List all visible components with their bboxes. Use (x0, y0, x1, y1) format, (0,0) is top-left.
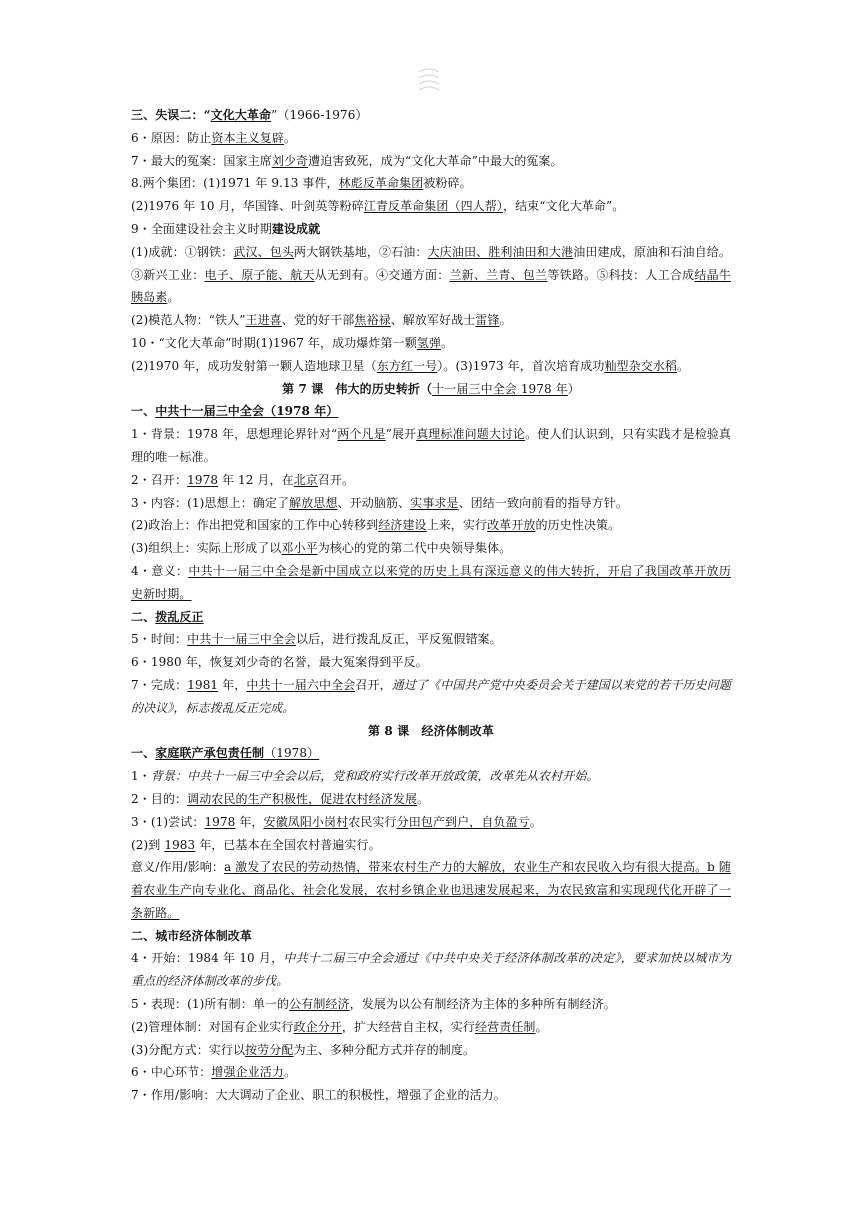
section-heading-third-plenum: 一、中共十一届三中全会（1978 年） (131, 404, 339, 419)
lesson8-item-1-background: 1・背景：中共十一届三中全会以后，党和政府实行改革开放政策，改革先从农村开始。 (131, 769, 599, 784)
lesson7-item-3-organizational: (3)组织上：实际上形成了以邓小平为核心的党的第二代中央领导集体。 (131, 541, 512, 556)
lesson-7-title: 第 7 课 伟大的历史转折（十一届三中全会 1978 年） (282, 381, 580, 396)
lesson8-item-5-ownership: 5・表现：(1)所有制：单一的公有制经济，发展为以公有制经济为主体的多种所有制经济。 (131, 997, 616, 1012)
section-heading-restore-order: 二、拨乱反正 (131, 609, 204, 624)
item-6-cause: 6・原因：防止资本主义复辟。 (131, 130, 297, 145)
lesson8-item-2-purpose: 2・目的：调动农民的生产积极性，促进农村经济发展。 (131, 791, 430, 806)
item-9-achievements: (1)成就：①钢铁：武汉、包头两大钢铁基地，②石油：大庆油田、胜利油田和大港油田建成，原油和石油自给。③新兴工业：电子、原子能、航天从无到有。④交通方面：兰新、兰青、包兰等铁路。⑤科技：人工合成结晶牛胰岛素。 (131, 244, 731, 305)
lesson8-significance: 意义/作用/影响：a 激发了农民的劳动热情，带来农村生产力的大解放，农业生产和农民收入均有很大提高。b 随着农业生产向专业化、商品化、社会化发展，农村乡镇企业也迅速发展起来，为农民致富和实现现代化开辟了一条新路。 (131, 860, 731, 920)
lesson7-item-5-time: 5・时间：中共十一届三中全会以后，进行拨乱反正，平反冤假错案。 (131, 632, 502, 647)
item-9-role-models: (2)模范人物：“铁人”王进喜、党的好干部焦裕禄、解放军好战士雷锋。 (131, 313, 512, 328)
item-8-two-groups: 8.两个集团：(1)1971 年 9.13 事件，林彪反革命集团被粉碎。 (131, 176, 472, 191)
section-heading-urban-reform: 二、城市经济体制改革 (131, 928, 253, 943)
item-10-satellite-rice: (2)1970 年，成功发射第一颗人造地球卫星（东方红一号）。(3)1973 年，首次培育成功籼型杂交水稻。 (131, 358, 690, 373)
item-7-injustice: 7・最大的冤案：国家主席刘少奇遭迫害致死，成为“文化大革命”中最大的冤案。 (131, 153, 563, 168)
lesson-8-title: 第 8 课 经济体制改革 (368, 723, 494, 738)
lesson8-item-7-effect: 7・作用/影响：大大调动了企业、职工的积极性，增强了企业的活力。 (131, 1088, 506, 1103)
lesson7-item-3-content: 3・内容：(1)思想上：确定了解放思想、开动脑筋、实事求是、团结一致向前看的指导方针。 (131, 495, 628, 510)
lesson7-item-3-political: (2)政治上：作出把党和国家的工作中心转移到经济建设上来，实行改革开放的历史性决策。 (131, 518, 621, 533)
item-8-gang-of-four: (2)1976 年 10 月，华国锋、叶剑英等粉碎江青反革命集团（四人帮），结束“文化大革命”。 (131, 199, 625, 214)
lesson7-item-1-background: 1・背景：1978 年，思想理论界针对“两个凡是”展开真理标准问题大讨论。使人们认识到，只有实践才是检验真理的唯一标准。 (131, 427, 732, 464)
watermark-logo (415, 62, 443, 98)
lesson7-item-4-significance: 4・意义：中共十一届三中全会是新中国成立以来党的历史上具有深远意义的伟大转折，开启了我国改革开放历史新时期。 (131, 563, 731, 601)
lesson7-item-6: 6・1980 年，恢复刘少奇的名誉，最大冤案得到平反。 (131, 655, 428, 670)
document-body (131, 104, 731, 1107)
lesson8-item-5-distribution: (3)分配方式：实行以按劳分配为主、多种分配方式并存的制度。 (131, 1042, 476, 1057)
item-10-hydrogen-bomb: 10・“文化大革命”时期(1)1967 年，成功爆炸第一颗氢弹。 (131, 335, 454, 350)
item-9-construction: 9・全面建设社会主义时期建设成就 (131, 221, 321, 236)
lesson8-item-3-nationwide: (2)到 1983 年，已基本在全国农村普遍实行。 (131, 837, 381, 852)
lesson7-item-7-completion: 7・完成：1981 年，中共十一届六中全会召开，通过了《中国共产党中央委员会关于建国以来党的若干历史问题的决议》，标志拨乱反正完成。 (131, 677, 731, 715)
lesson8-item-6-core: 6・中心环节：增强企业活力。 (131, 1065, 297, 1080)
lesson8-item-5-management: (2)管理体制：对国有企业实行政企分开，扩大经营自主权，实行经营责任制。 (131, 1019, 548, 1034)
lesson8-item-4-start: 4・开始：1984 年 10 月，中共十二届三中全会通过《中共中央关于经济体制改革的决定》，要求加快以城市为重点的经济体制改革的步伐。 (131, 951, 731, 989)
section-heading-mistake-two: 三、失误二：“文化大革命”（1966-1976） (131, 108, 368, 122)
section-heading-household-responsibility: 一、家庭联产承包责任制（1978） (131, 746, 320, 761)
lesson8-item-3-trial: 3・(1)尝试：1978 年，安徽凤阳小岗村农民实行分田包产到户，自负盈亏。 (131, 814, 542, 829)
lesson7-item-2-convened: 2・召开：1978 年 12 月，在北京召开。 (131, 472, 355, 487)
